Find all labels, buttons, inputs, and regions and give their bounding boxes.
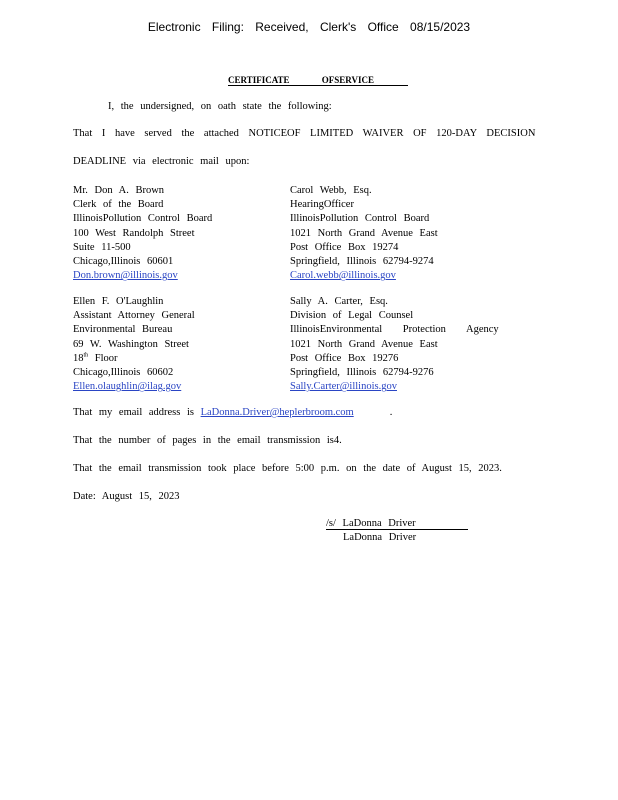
signature-electronic: /s/ LaDonna Driver <box>326 518 468 530</box>
recipient-webb <box>290 184 438 283</box>
recipient-line: Mr. Don A. Brown <box>73 185 165 196</box>
recipient-email-link[interactable]: Don.brown@illinois.gov <box>73 270 178 282</box>
recipient-line: Springfield, Illinois 62794-9274 <box>290 256 434 268</box>
recipient-floor-line: 18th Floor <box>73 352 118 364</box>
recipient-olaughlin <box>73 295 205 394</box>
recipient-line: 1021 North Grand Avenue East <box>290 338 438 350</box>
recipient-line: Assistant Attorney General <box>73 310 195 322</box>
sender-email-link[interactable]: LaDonna.Driver@heplerbroom.com <box>200 407 354 418</box>
recipient-carter <box>290 295 499 394</box>
recipient-email-link[interactable]: Carol.webb@illinois.gov <box>290 270 396 282</box>
recipient-line: Post Office Box 19276 <box>290 352 399 364</box>
recipient-line: Clerk of the Board <box>73 199 164 211</box>
recipient-line: Springfield, Illinois 62794-9276 <box>290 367 434 379</box>
recipient-line: IllinoisPollution Control Board <box>73 213 213 225</box>
served-statement-line-1: That I have served the attached NOTICEOF LIMITED WAIVER OF 120-DAY DECISION <box>73 128 536 139</box>
date-line: Date: August 15, 2023 <box>73 491 180 502</box>
intro-statement: I, the undersigned, on oath state the following: <box>108 101 332 112</box>
signatory-name: LaDonna Driver <box>343 532 417 543</box>
signature-block <box>326 518 468 530</box>
recipient-line: Environmental Bureau <box>73 324 173 336</box>
recipient-line: Sally A. Carter, Esq. <box>290 296 388 307</box>
pages-statement: That the number of pages in the email transmission is4. <box>73 435 342 446</box>
recipient-line: 1021 North Grand Avenue East <box>290 227 438 239</box>
recipient-email-link[interactable]: Sally.Carter@illinois.gov <box>290 381 397 393</box>
recipient-line: IllinoisEnvironmental Protection Agency <box>290 324 499 336</box>
recipient-line: Ellen F. O'Laughlin <box>73 296 164 307</box>
filing-header: Electronic Filing: Received, Clerk's Office 08/15/2023 <box>147 20 471 34</box>
served-statement-line-2: DEADLINE via electronic mail upon: <box>73 156 250 167</box>
recipient-line: IllinoisPollution Control Board <box>290 213 430 225</box>
recipient-line: HearingOfficer <box>290 199 354 211</box>
recipient-email-link[interactable]: Ellen.olaughlin@ilag.gov <box>73 381 182 393</box>
recipient-line: 100 West Randolph Street <box>73 227 195 239</box>
recipient-line: Chicago,Illinois 60601 <box>73 256 174 268</box>
email-statement: That my email address is LaDonna.Driver@heplerbroom.com . <box>73 407 393 418</box>
recipient-line: Post Office Box 19274 <box>290 241 399 253</box>
recipient-line: Suite 11-500 <box>73 241 131 253</box>
document-title: CERTIFICATE OFSERVICE <box>228 75 408 86</box>
recipient-line: Carol Webb, Esq. <box>290 185 372 196</box>
time-statement: That the email transmission took place before 5:00 p.m. on the date of August 15, 2023. <box>73 463 502 474</box>
recipient-line: 69 W. Washington Street <box>73 338 189 350</box>
recipient-line: Chicago,Illinois 60602 <box>73 367 174 379</box>
recipient-line: Division of Legal Counsel <box>290 310 414 322</box>
recipient-brown <box>73 184 212 283</box>
